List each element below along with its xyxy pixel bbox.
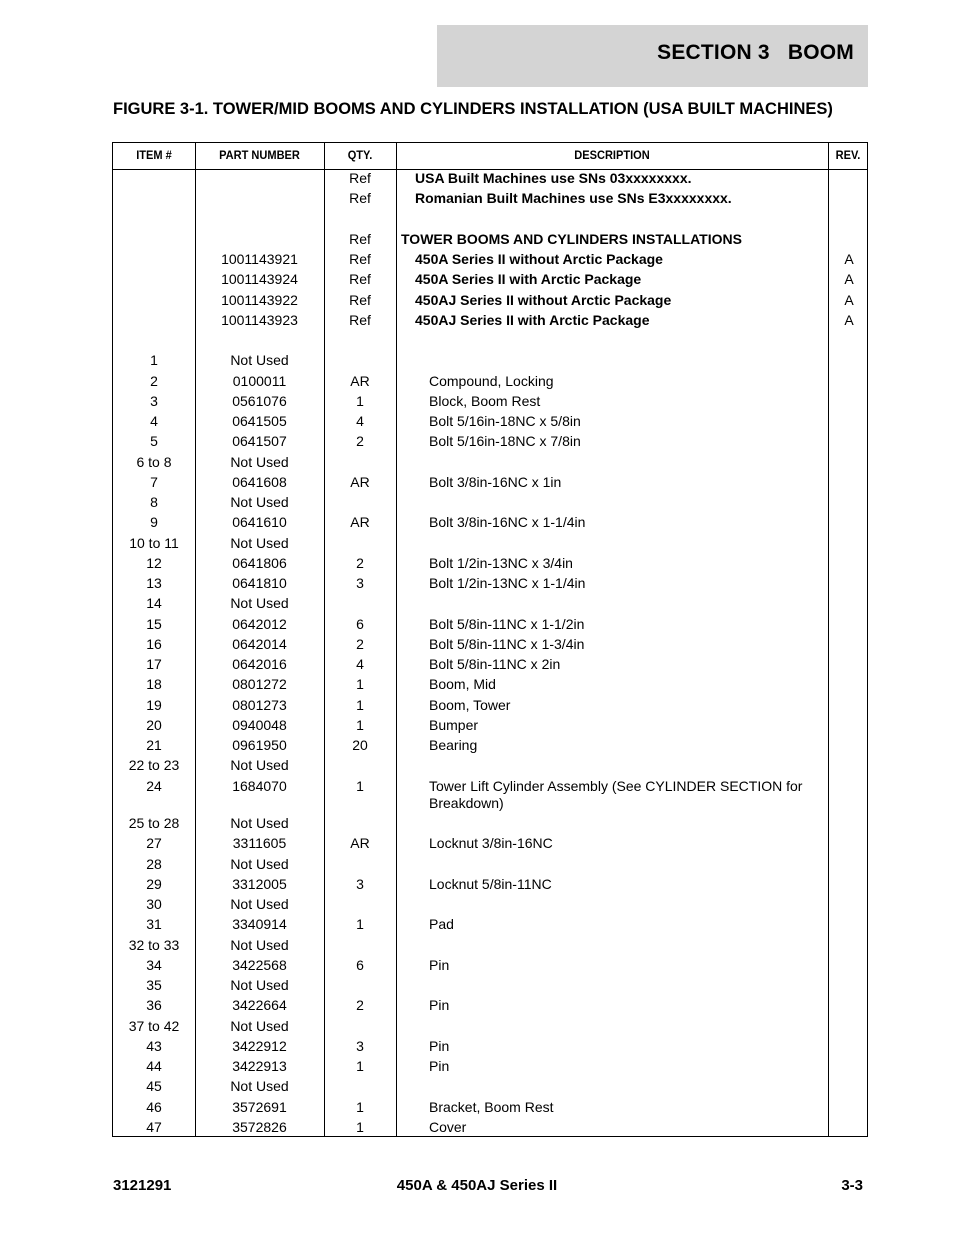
- column-header-item: ITEM #: [136, 148, 172, 162]
- item-cell: 47: [146, 1118, 162, 1135]
- part-number-cell: 1684070: [232, 777, 287, 794]
- table-row: [113, 736, 867, 756]
- qty-cell: 1: [356, 696, 364, 713]
- table-row: [113, 895, 867, 915]
- qty-cell: 2: [356, 635, 364, 652]
- description-cell: Cover: [429, 1118, 467, 1135]
- table-row: [113, 554, 867, 574]
- description-cell: Pin: [429, 997, 450, 1014]
- part-number-cell: 1001143924: [221, 271, 298, 288]
- qty-cell: AR: [350, 473, 370, 490]
- table-row: [113, 1017, 867, 1037]
- item-cell: 10 to 11: [129, 534, 179, 551]
- table-row: [113, 777, 867, 815]
- part-number-cell: 0561076: [232, 392, 287, 409]
- table-row: [113, 230, 867, 250]
- part-number-cell: 0940048: [232, 716, 287, 733]
- description-cell: Locknut 5/8in-11NC: [429, 875, 552, 892]
- table-body: [113, 169, 867, 1138]
- description-cell: 450A Series II with Arctic Package: [415, 271, 642, 288]
- table-row: [113, 453, 867, 473]
- qty-cell: 1: [356, 1058, 364, 1074]
- table-row: [113, 493, 867, 513]
- item-cell: 34: [146, 956, 162, 973]
- item-cell: 37 to 42: [128, 1017, 180, 1034]
- column-header-part-number: PART NUMBER: [219, 148, 300, 162]
- footer-model: 450A & 450AJ Series II: [396, 1177, 558, 1194]
- description-cell: Bearing: [429, 737, 478, 753]
- item-cell: 12: [146, 554, 162, 571]
- part-number-cell: 0801272: [232, 676, 287, 693]
- part-number-cell: 3422664: [232, 997, 287, 1014]
- item-cell: 44: [146, 1058, 162, 1074]
- part-number-cell: 0642012: [232, 615, 287, 632]
- part-number-cell: 0641810: [232, 575, 287, 591]
- part-number-cell: 0641806: [232, 554, 287, 571]
- part-number-cell: 0100011: [232, 372, 287, 389]
- description-cell: USA Built Machines use SNs 03xxxxxxxx.: [415, 170, 692, 186]
- qty-cell: 3: [356, 575, 364, 591]
- part-number-cell: 1001143921: [221, 251, 298, 267]
- part-number-cell: 0641505: [232, 413, 287, 429]
- column-header-rev: REV.: [835, 148, 861, 162]
- qty-cell: 6: [356, 615, 364, 632]
- description-cell: Locknut 3/8in-16NC: [429, 835, 553, 852]
- description-cell: Bolt 3/8in-16NC x 1-1/4in: [429, 514, 586, 531]
- qty-cell: Ref: [349, 291, 371, 308]
- part-number-cell: 0641608: [232, 473, 287, 490]
- table-row: [113, 392, 867, 412]
- description-cell: 450A Series II without Arctic Package: [415, 251, 663, 267]
- item-cell: 17: [146, 656, 162, 672]
- part-number-cell: Not Used: [230, 896, 289, 912]
- table-row: [113, 1077, 867, 1097]
- table-row: [113, 534, 867, 554]
- qty-cell: 20: [352, 737, 368, 753]
- part-number-cell: Not Used: [230, 453, 289, 470]
- qty-cell: 2: [356, 554, 364, 571]
- part-number-cell: Not Used: [230, 352, 289, 369]
- item-cell: 30: [146, 896, 162, 912]
- table-row: [113, 311, 867, 331]
- description-cell: Bolt 5/16in-18NC x 7/8in: [429, 433, 581, 450]
- item-cell: 25 to 28: [128, 815, 180, 831]
- qty-cell: 1: [356, 777, 364, 794]
- item-cell: 5: [150, 433, 158, 450]
- part-number-cell: Not Used: [230, 855, 289, 872]
- section-header-band: [437, 25, 868, 87]
- item-cell: 8: [150, 494, 158, 510]
- part-number-cell: 0641610: [232, 514, 287, 531]
- item-cell: 19: [146, 696, 162, 713]
- part-number-cell: 3311605: [232, 835, 287, 852]
- part-number-cell: Not Used: [230, 534, 289, 551]
- table-row: [113, 855, 867, 875]
- table-row: [113, 372, 867, 392]
- qty-cell: 3: [356, 875, 364, 892]
- part-number-cell: 0641507: [232, 433, 287, 450]
- part-number-cell: 0642016: [232, 656, 287, 672]
- table-row: [113, 1098, 867, 1118]
- item-cell: 31: [146, 916, 162, 933]
- item-cell: 4: [150, 413, 158, 429]
- table-row: [113, 270, 867, 290]
- item-cell: 43: [146, 1037, 162, 1054]
- table-row: [113, 432, 867, 452]
- table-row: [113, 210, 867, 230]
- part-number-cell: 0961950: [232, 737, 287, 753]
- description-cell: Tower Lift Cylinder Assembly (See CYLINDER SECTION for Breakdown): [429, 777, 803, 811]
- description-cell: Pin: [429, 1037, 450, 1054]
- qty-cell: 1: [356, 1098, 364, 1115]
- table-row: [113, 351, 867, 371]
- item-cell: 24: [146, 777, 162, 794]
- qty-cell: AR: [350, 514, 370, 531]
- part-number-cell: 3422568: [232, 956, 287, 973]
- qty-cell: 6: [356, 956, 364, 973]
- table-row: [113, 936, 867, 956]
- description-cell: Bolt 5/8in-11NC x 1-3/4in: [429, 635, 585, 652]
- qty-cell: 1: [356, 1118, 364, 1135]
- qty-cell: Ref: [349, 251, 371, 267]
- part-number-cell: Not Used: [230, 1078, 289, 1095]
- description-cell: Bracket, Boom Rest: [429, 1098, 554, 1115]
- part-number-cell: Not Used: [230, 977, 289, 993]
- item-cell: 28: [146, 855, 162, 872]
- item-cell: 1: [150, 352, 158, 369]
- table-row: [113, 956, 867, 976]
- description-cell: 450AJ Series II with Arctic Package: [415, 311, 650, 328]
- table-row: [113, 1118, 867, 1138]
- description-cell: 450AJ Series II without Arctic Package: [415, 291, 672, 308]
- qty-cell: 1: [356, 676, 364, 693]
- description-cell: Bolt 5/8in-11NC x 1-1/2in: [429, 615, 585, 632]
- description-cell: Bolt 1/2in-13NC x 3/4in: [429, 554, 573, 571]
- part-number-cell: 0801273: [232, 696, 287, 713]
- description-cell: Boom, Mid: [429, 676, 496, 693]
- description-cell: Compound, Locking: [429, 372, 554, 389]
- item-cell: 32 to 33: [128, 936, 180, 953]
- item-cell: 2: [150, 372, 158, 389]
- item-cell: 35: [146, 977, 162, 993]
- description-cell: Romanian Built Machines use SNs E3xxxxxxxx.: [415, 190, 732, 207]
- item-cell: 6 to 8: [136, 453, 172, 470]
- footer-doc-number: 3121291: [113, 1177, 172, 1194]
- description-cell: Block, Boom Rest: [429, 392, 541, 409]
- part-number-cell: Not Used: [230, 815, 289, 831]
- description-cell: Bolt 5/16in-18NC x 5/8in: [429, 413, 581, 429]
- qty-cell: AR: [350, 372, 370, 389]
- item-cell: 22 to 23: [128, 757, 180, 774]
- item-cell: 27: [146, 835, 162, 852]
- table-row: [113, 1057, 867, 1077]
- table-row: [113, 1037, 867, 1057]
- item-cell: 15: [146, 615, 162, 632]
- table-row: [113, 473, 867, 493]
- table-row: [113, 331, 867, 351]
- part-number-cell: 3422912: [232, 1037, 287, 1054]
- table-row: [113, 976, 867, 996]
- item-cell: 3: [150, 392, 158, 409]
- part-number-cell: 1001143923: [221, 311, 298, 328]
- qty-cell: 1: [356, 916, 364, 933]
- qty-cell: 1: [356, 716, 364, 733]
- section-title: SECTION 3 BOOM: [657, 41, 854, 64]
- table-row: [113, 594, 867, 614]
- rev-cell: A: [844, 271, 854, 288]
- table-row: [113, 716, 867, 736]
- qty-cell: 4: [356, 413, 364, 429]
- part-number-cell: 3572826: [232, 1118, 287, 1135]
- qty-cell: Ref: [349, 170, 371, 186]
- part-number-cell: 3340914: [232, 916, 287, 933]
- item-cell: 16: [146, 635, 162, 652]
- table-row: [113, 615, 867, 635]
- table-row: [113, 189, 867, 209]
- item-cell: 18: [146, 676, 162, 693]
- table-row: [113, 675, 867, 695]
- qty-cell: 2: [356, 433, 364, 450]
- description-cell: Pin: [429, 1058, 450, 1074]
- description-cell: Pin: [429, 956, 450, 973]
- description-cell: Bolt 3/8in-16NC x 1in: [429, 473, 562, 490]
- table-row: [113, 655, 867, 675]
- table-row: [113, 291, 867, 311]
- item-cell: 46: [146, 1098, 162, 1115]
- item-cell: 29: [146, 875, 162, 892]
- part-number-cell: Not Used: [230, 494, 289, 510]
- table-row: [113, 834, 867, 854]
- qty-cell: Ref: [349, 230, 371, 247]
- qty-cell: Ref: [349, 190, 371, 207]
- qty-cell: 1: [356, 392, 364, 409]
- item-cell: 9: [150, 514, 158, 531]
- qty-cell: 4: [356, 656, 364, 672]
- table-row: [113, 250, 867, 270]
- part-number-cell: 3572691: [232, 1098, 287, 1115]
- footer-page-number: 3-3: [841, 1177, 863, 1194]
- item-cell: 13: [146, 575, 162, 591]
- column-header-qty: QTY.: [347, 148, 373, 162]
- table-row: [113, 635, 867, 655]
- table-row: [113, 696, 867, 716]
- item-cell: 20: [146, 716, 162, 733]
- description-cell: Pad: [429, 916, 454, 933]
- part-number-cell: 3422913: [232, 1058, 287, 1074]
- description-cell: Boom, Tower: [429, 696, 511, 713]
- item-cell: 7: [150, 473, 158, 490]
- description-cell: Bolt 5/8in-11NC x 2in: [429, 656, 561, 672]
- part-number-cell: 0642014: [232, 635, 287, 652]
- item-cell: 45: [146, 1078, 162, 1095]
- table-row: [113, 915, 867, 935]
- part-number-cell: Not Used: [230, 595, 289, 612]
- description-cell: TOWER BOOMS AND CYLINDERS INSTALLATIONS: [401, 230, 742, 247]
- qty-cell: 3: [356, 1037, 364, 1054]
- rev-cell: A: [844, 291, 854, 308]
- qty-cell: Ref: [349, 311, 371, 328]
- rev-cell: A: [844, 251, 854, 267]
- table-row: [113, 814, 867, 834]
- parts-table: [112, 142, 868, 1137]
- qty-cell: 2: [356, 997, 364, 1014]
- part-number-cell: 3312005: [232, 875, 287, 892]
- table-row: [113, 574, 867, 594]
- table-row: [113, 996, 867, 1016]
- rev-cell: A: [844, 311, 854, 328]
- description-cell: Bumper: [429, 716, 479, 733]
- table-row: [113, 756, 867, 776]
- figure-title: FIGURE 3-1. TOWER/MID BOOMS AND CYLINDERS INSTALLATION (USA BUILT MACHINES): [113, 100, 833, 118]
- description-cell: Bolt 1/2in-13NC x 1-1/4in: [429, 575, 586, 591]
- column-header-description: DESCRIPTION: [574, 148, 650, 162]
- part-number-cell: 1001143922: [221, 291, 298, 308]
- table-row: [113, 513, 867, 533]
- part-number-cell: Not Used: [230, 757, 289, 774]
- qty-cell: AR: [350, 835, 370, 852]
- part-number-cell: Not Used: [230, 936, 289, 953]
- part-number-cell: Not Used: [230, 1017, 289, 1034]
- table-row: [113, 412, 867, 432]
- qty-cell: Ref: [349, 271, 371, 288]
- table-row: [113, 169, 867, 189]
- item-cell: 14: [146, 595, 162, 612]
- table-row: [113, 875, 867, 895]
- item-cell: 21: [146, 737, 162, 753]
- item-cell: 36: [146, 997, 162, 1014]
